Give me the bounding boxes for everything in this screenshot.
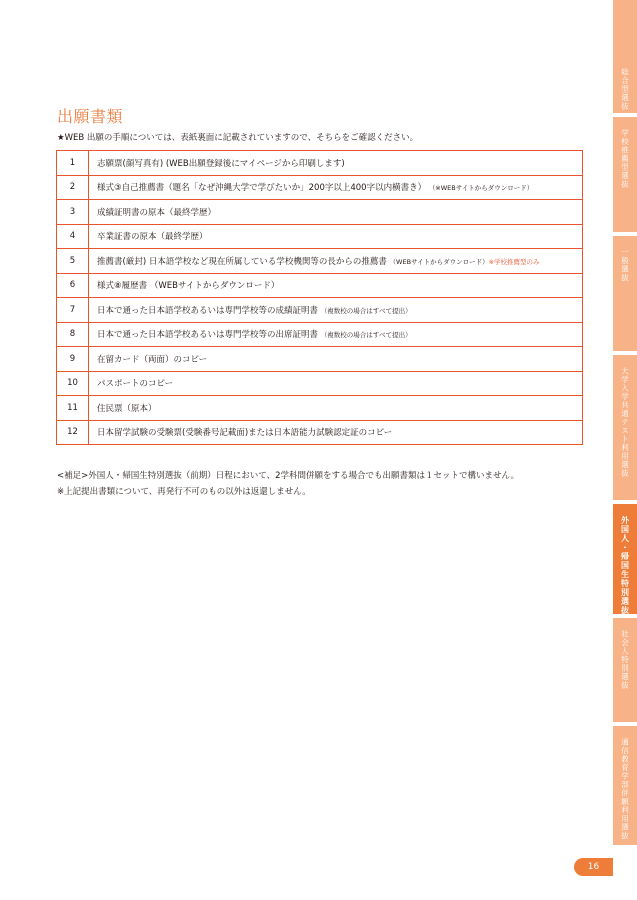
side-tab[interactable] — [613, 355, 637, 500]
document-number: 6 — [57, 273, 89, 298]
document-row — [57, 420, 583, 445]
document-description: 様式③自己推薦書（題名「なぜ沖縄大学で学びたいか」200字以上400字以内横書き） — [97, 183, 427, 194]
side-tab-label: 総合型選抜 — [620, 68, 630, 111]
document-description: 日本留学試験の受験票(受験番号記載面)または日本語能力試験認定証のコピー — [97, 428, 393, 439]
document-row — [57, 396, 583, 421]
document-description-cell — [89, 200, 583, 225]
document-description: 志願票(顔写真有) (WEB出願登録後にマイページから印刷します) — [97, 158, 345, 169]
document-description-cell — [89, 396, 583, 421]
document-number: 12 — [57, 420, 89, 445]
document-note: （※WEBサイトからダウンロード） — [428, 184, 534, 193]
document-number: 8 — [57, 322, 89, 347]
side-tab-label: 外国人・帰国生特別選抜 — [620, 516, 630, 615]
supplement-note: <補足>外国人・帰国生特別選抜（前期）日程において、2学科間併願をする場合でも出願書類は１セットで構いません。 — [57, 471, 519, 481]
side-tab[interactable] — [613, 117, 637, 232]
document-description: 成績証明書の原本（最終学歴） — [97, 207, 217, 218]
side-tab-label: 通信教育学部併願利用選抜 — [620, 738, 630, 840]
section-title: 出願書類 — [57, 107, 124, 126]
side-tab-label: 大学入学共通テスト利用選抜 — [620, 367, 630, 478]
document-row — [57, 298, 583, 323]
document-condition-note: ※学校推薦型のみ — [488, 257, 540, 266]
document-note: （複数校の場合はすべて提出） — [320, 306, 412, 315]
side-tab[interactable] — [613, 726, 637, 845]
document-description: 日本で通った日本語学校あるいは専門学校等の成績証明書 — [97, 305, 319, 316]
page-number: 16 — [574, 858, 613, 876]
document-description: 在留カード（両面）のコピー — [97, 354, 208, 365]
document-row — [57, 175, 583, 200]
document-description: 推薦書(厳封) 日本語学校など現在所属している学校機関等の長からの推薦書 — [97, 256, 387, 267]
document-row — [57, 371, 583, 396]
document-number: 4 — [57, 224, 89, 249]
document-description-cell — [89, 371, 583, 396]
document-description: 日本で通った日本語学校あるいは専門学校等の出席証明書 — [97, 330, 319, 341]
document-description-cell — [89, 175, 583, 200]
document-note: （WEBサイトからダウンロード） — [389, 257, 489, 266]
document-row — [57, 273, 583, 298]
document-number: 2 — [57, 175, 89, 200]
side-tab[interactable] — [613, 236, 637, 351]
document-number: 11 — [57, 396, 89, 421]
side-tab-label: 社会人特別選抜 — [620, 630, 630, 690]
document-description-cell — [89, 273, 583, 298]
document-description-cell — [89, 298, 583, 323]
document-row — [57, 347, 583, 372]
document-description: 住民票（原本） — [97, 403, 157, 414]
document-row — [57, 200, 583, 225]
document-row — [57, 322, 583, 347]
document-description-cell — [89, 151, 583, 176]
document-number: 5 — [57, 249, 89, 274]
document-description-cell — [89, 420, 583, 445]
document-description-cell — [89, 347, 583, 372]
document-description: 卒業証書の原本（最終学歴） — [97, 232, 208, 243]
side-tab[interactable] — [613, 0, 637, 113]
document-number: 7 — [57, 298, 89, 323]
document-number: 3 — [57, 200, 89, 225]
document-description-cell — [89, 224, 583, 249]
document-description: パスポートのコピー — [97, 379, 174, 390]
web-application-notice: ★WEB 出願の手順については、表紙裏面に記載されていますので、そちらをご確認ください。 — [57, 133, 419, 143]
return-policy-note: ※上記提出書類について、再発行不可のもの以外は返還しません。 — [57, 487, 311, 497]
document-description-cell — [89, 249, 583, 274]
document-number: 9 — [57, 347, 89, 372]
document-number: 1 — [57, 151, 89, 176]
documents-table — [56, 150, 583, 445]
document-row — [57, 151, 583, 176]
side-tab[interactable] — [613, 504, 637, 614]
side-tab-label: 一般選抜 — [620, 248, 630, 282]
side-index-tabs — [613, 0, 637, 900]
document-number: 10 — [57, 371, 89, 396]
document-row — [57, 249, 583, 274]
side-tab[interactable] — [613, 618, 637, 722]
document-row — [57, 224, 583, 249]
document-note: （複数校の場合はすべて提出） — [320, 331, 412, 340]
document-description: 様式⑧履歴書 （WEBサイトからダウンロード） — [97, 281, 280, 292]
side-tab-label: 学校推薦型選抜 — [620, 129, 630, 189]
document-description-cell — [89, 322, 583, 347]
